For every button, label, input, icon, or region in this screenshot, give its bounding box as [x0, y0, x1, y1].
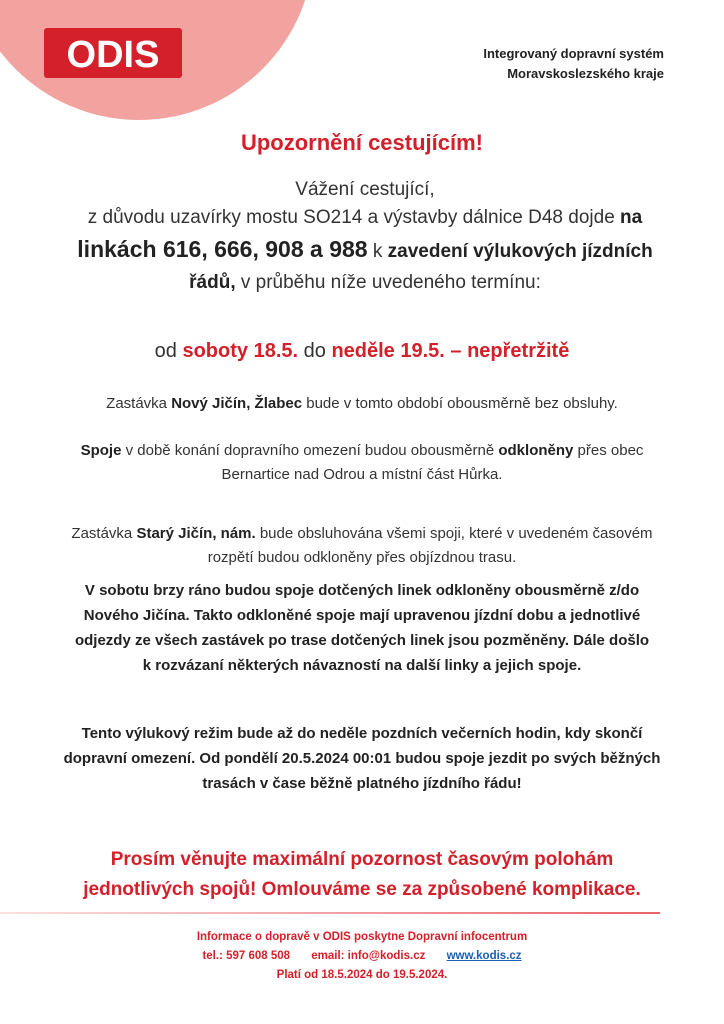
logo-text: ODIS [66, 34, 160, 76]
paragraph-stop-zlabec: Zastávka Nový Jičín, Žlabec bude v tomto období obousměrně bez obsluhy. [106, 395, 618, 412]
paragraph-stop-stary-jicin: Zastávka Starý Jičín, nám. bude obsluhována všemi spoji, které v uvedeném časovém rozpětí budou odkloněny přes objízdnou trasu. [71, 525, 653, 566]
phone-number: tel.: 597 608 508 [202, 950, 291, 962]
affected-lines: linkách 616, 666, 908 a 988 [77, 236, 368, 262]
stop-name: Starý Jičín, nám. [136, 525, 256, 542]
org-line-1: Integrovaný dopravní systém [483, 46, 664, 61]
odis-logo [44, 28, 182, 78]
email-address[interactable]: email: info@kodis.cz [311, 950, 426, 962]
paragraph-end-of-closure: Tento výlukový režim bude až do neděle pozdních večerních hodin, kdy skončí dopravní omezení. Od pondělí 20.5.2024 00:01 budou spoje jezdit po svých běžných trasách v čase běžně platného jízdního řádu! [63, 725, 661, 792]
intro-paragraph [30, 176, 700, 297]
notice-headline: Upozornění cestujícím! [240, 130, 484, 155]
validity-period: Platí od 18.5.2024 do 19.5.2024. [276, 969, 448, 981]
stop-name: Nový Jičín, Žlabec [171, 395, 303, 412]
footer-divider [0, 912, 660, 914]
paragraph-detour: Spoje v době konání dopravního omezení budou obousměrně odkloněny přes obec Bernartice nad Odrou a místní část Hůrka. [80, 442, 644, 483]
footer-info-line: Informace o dopravě v ODIS poskytne Dopravní infocentrum [196, 931, 528, 943]
start-date: soboty 18.5. [182, 340, 299, 362]
org-line-2: Moravskoslezského kraje [507, 66, 664, 81]
closure-dates: od soboty 18.5. do neděle 19.5. – nepřetržitě [154, 340, 570, 362]
intro-line-4: řádů, v průběhu níže uvedeného termínu: [189, 272, 541, 293]
greeting: Vážení cestující, [295, 179, 435, 200]
end-date: neděle 19.5. – nepřetržitě [331, 340, 570, 362]
closing-apology: Prosím věnujte maximální pozornost časovým polohám jednotlivých spojů! Omlouváme se za způsobené komplikace. [83, 849, 641, 900]
paragraph-saturday-detour: V sobotu brzy ráno budou spoje dotčených linek odkloněny obousměrně z/do Nového Jičína. Takto odkloněné spoje mají upravenou jízdní dobu a jednotlivé odjezdy ze všech zastávek po trase dotčených linek jsou pozměněny. Dále došlo k rozvázaní některých návazností na další linky a jejich spoje. [74, 582, 650, 674]
intro-line-2: z důvodu uzavírky mostu SO214 a výstavby dálnice D48 dojde na [87, 207, 643, 228]
footer-contact [0, 928, 724, 985]
intro-line-3: linkách 616, 666, 908 a 988 k zavedení výlukových jízdních [77, 236, 653, 262]
organization-name [483, 44, 664, 84]
website-link[interactable]: www.kodis.cz [446, 950, 522, 962]
